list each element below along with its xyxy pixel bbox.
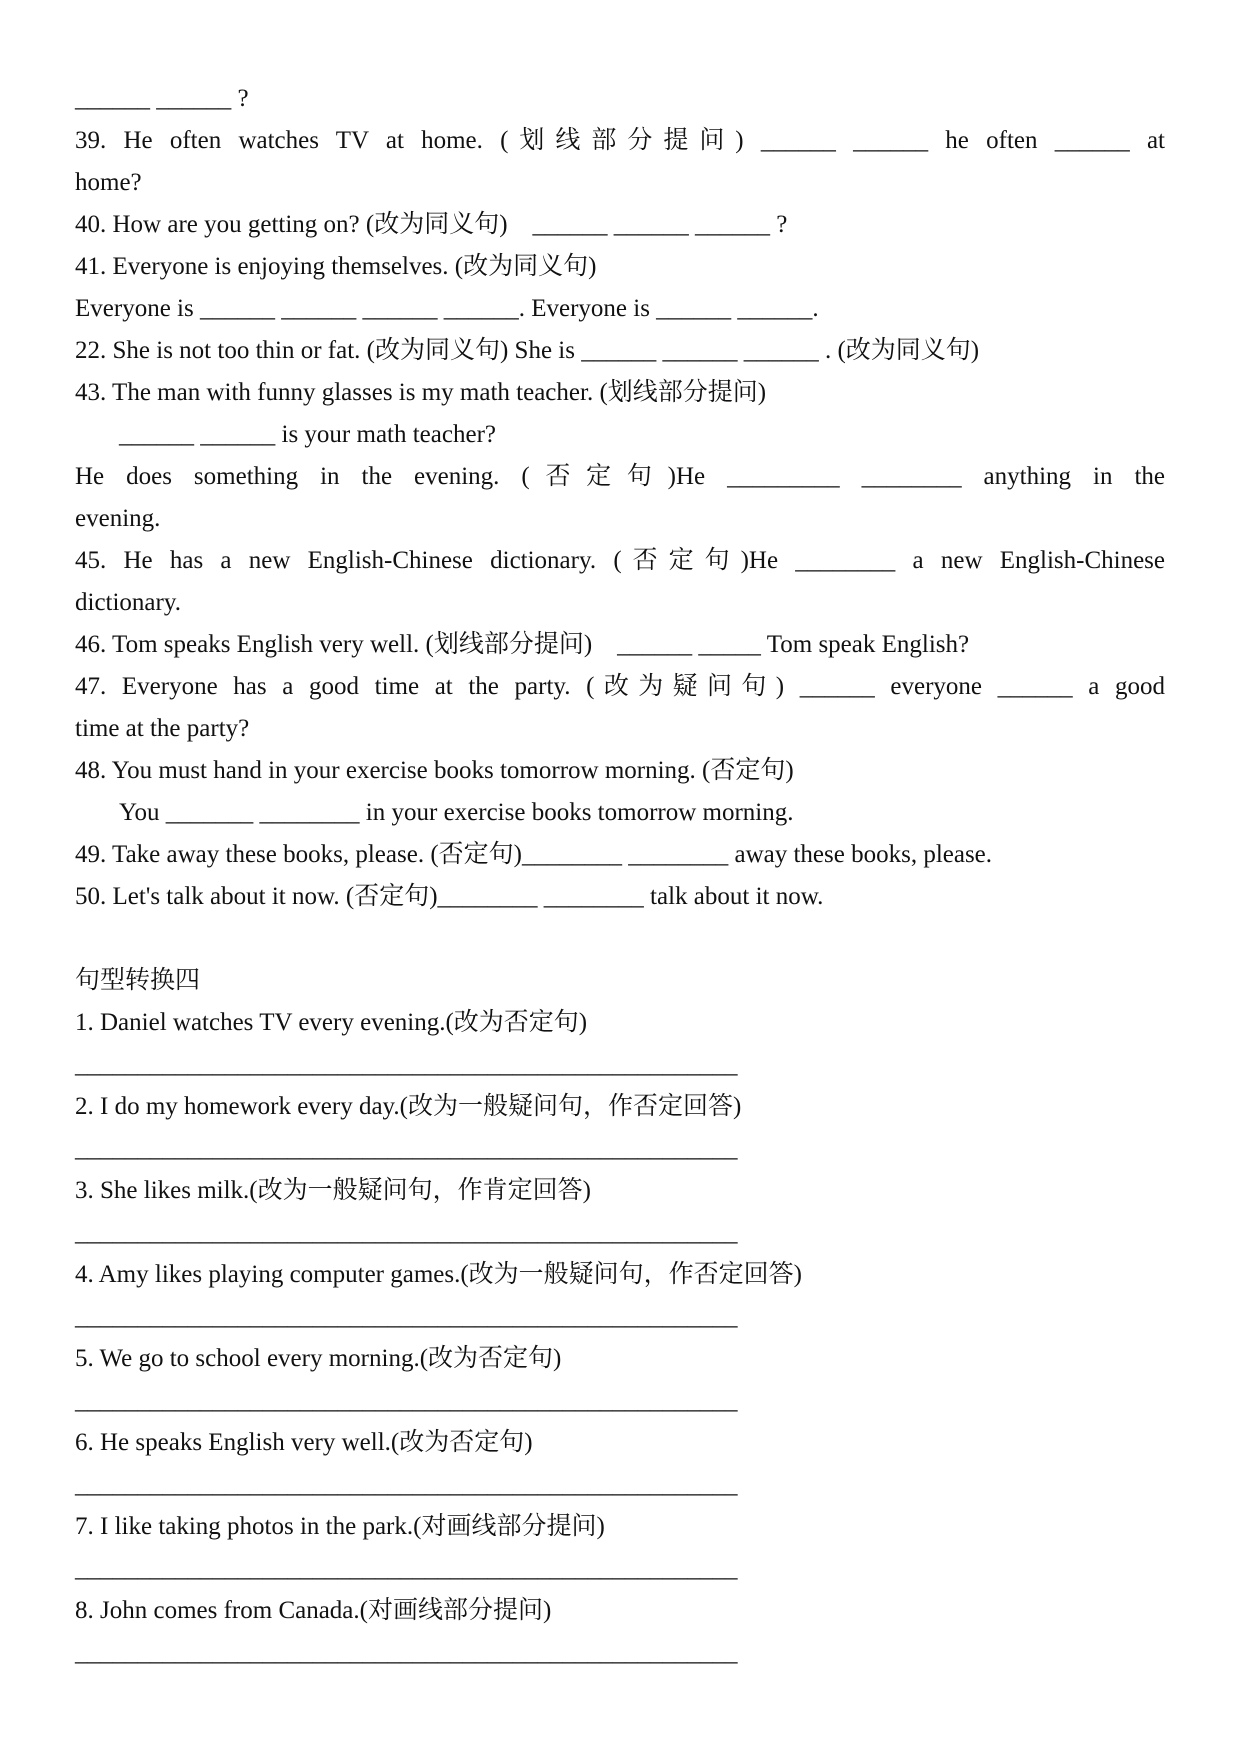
answer-line-7[interactable]: _____________________________________________________ xyxy=(75,1555,738,1582)
answer-line-2[interactable]: _____________________________________________________ xyxy=(75,1135,738,1162)
question-48-answer: You _______ ________ in your exercise books tomorrow morning. xyxy=(119,799,794,826)
answer-line-5[interactable]: _____________________________________________________ xyxy=(75,1387,738,1414)
question-40: 40. How are you getting on? (改为同义句) ______ ______ ______ ? xyxy=(75,211,788,238)
answer-line-6[interactable]: _____________________________________________________ xyxy=(75,1471,738,1498)
item-4: 4. Amy likes playing computer games.(改为一般疑问句，作否定回答) xyxy=(75,1261,803,1288)
worksheet-page xyxy=(75,78,1165,1674)
question-48: 48. You must hand in your exercise books tomorrow morning. (否定句) xyxy=(75,757,794,784)
section-title: 句型转换四 xyxy=(75,967,201,994)
question-39: 39. He often watches TV at home. (划线部分提问) ______ ______ he often ______ at xyxy=(75,127,1165,154)
item-5: 5. We go to school every morning.(改为否定句) xyxy=(75,1345,562,1372)
question-44-cont: evening. xyxy=(75,505,161,532)
answer-line-1[interactable]: _____________________________________________________ xyxy=(75,1051,738,1078)
question-50: 50. Let's talk about it now. (否定句)________ ________ talk about it now. xyxy=(75,883,824,910)
item-7: 7. I like taking photos in the park.(对画线部分提问) xyxy=(75,1513,605,1540)
question-39-cont: home? xyxy=(75,169,142,196)
question-43: 43. The man with funny glasses is my math teacher. (划线部分提问) xyxy=(75,379,767,406)
item-2: 2. I do my homework every day.(改为一般疑问句，作否定回答) xyxy=(75,1093,742,1120)
question-41: 41. Everyone is enjoying themselves. (改为同义句) xyxy=(75,253,597,280)
question-47: 47. Everyone has a good time at the party. (改为疑问句) ______ everyone ______ a good xyxy=(75,673,1165,700)
item-8: 8. John comes from Canada.(对画线部分提问) xyxy=(75,1597,552,1624)
answer-line-8[interactable]: _____________________________________________________ xyxy=(75,1639,738,1666)
question-45: 45. He has a new English-Chinese dictionary. (否定句)He ________ a new English-Chinese xyxy=(75,547,1165,574)
question-22: 22. She is not too thin or fat. (改为同义句) She is ______ ______ ______ . (改为同义句) xyxy=(75,337,980,364)
question-49: 49. Take away these books, please. (否定句)________ ________ away these books, please. xyxy=(75,841,993,868)
question-44: He does something in the evening. (否定句)He _________ ________ anything in the xyxy=(75,463,1165,490)
question-45-cont: dictionary. xyxy=(75,589,181,616)
question-41-answer: Everyone is ______ ______ ______ ______. Everyone is ______ ______. xyxy=(75,295,819,322)
answer-line-3[interactable]: _____________________________________________________ xyxy=(75,1219,738,1246)
question-47-cont: time at the party? xyxy=(75,715,250,742)
answer-line-4[interactable]: _____________________________________________________ xyxy=(75,1303,738,1330)
item-3: 3. She likes milk.(改为一般疑问句，作肯定回答) xyxy=(75,1177,591,1204)
question-46: 46. Tom speaks English very well. (划线部分提问) ______ _____ Tom speak English? xyxy=(75,631,970,658)
item-6: 6. He speaks English very well.(改为否定句) xyxy=(75,1429,533,1456)
question-43-answer: ______ ______ is your math teacher? xyxy=(119,421,496,448)
text-line-0: ______ ______ ? xyxy=(75,85,249,112)
item-1: 1. Daniel watches TV every evening.(改为否定句) xyxy=(75,1009,588,1036)
